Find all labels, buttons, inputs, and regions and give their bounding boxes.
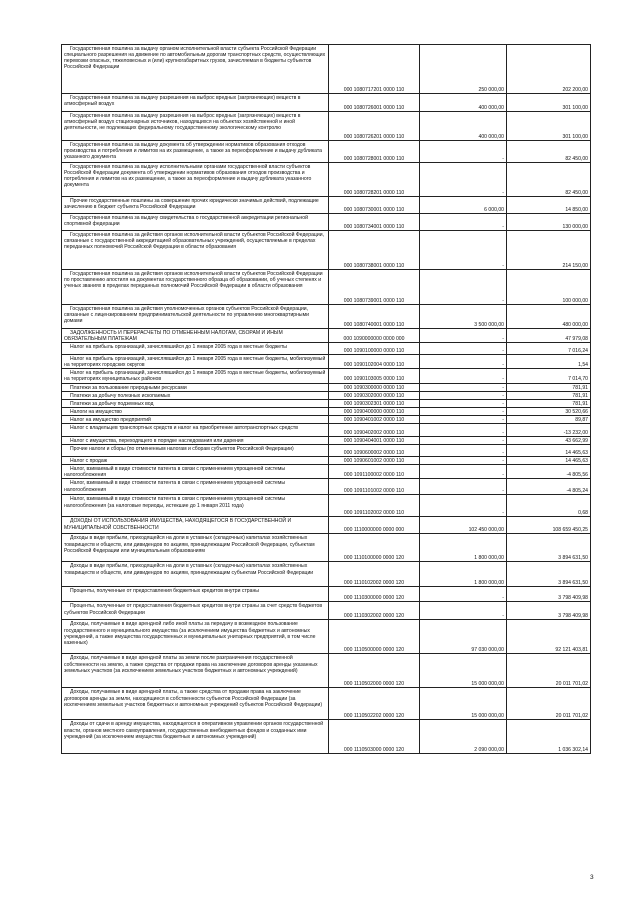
row-code-cell: 000 1110502202 0000 120 — [329, 688, 420, 720]
row-plan-cell: - — [420, 457, 507, 465]
row-name-cell: Доходы от сдачи в аренду имущества, находящегося в оперативном управлении органов государственной власти, органов местного самоуправления, государственных внебюджетных фондов и созданных ими учреждений (за исключением имущества бюджетных и автономных учреждений) — [62, 720, 329, 754]
row-fact-cell: 130 000,00 — [507, 214, 591, 231]
row-name-cell: Налог на прибыль организаций, зачислявшийся до 1 января 2005 года в местные бюджеты, мобилизуемый на территориях городских округов — [62, 355, 329, 369]
row-name-cell: Доходы, получаемые в виде арендной либо иной платы за передачу в возмездное пользование государственного и муниципального имущества (за исключением имущества бюджетных и автономных учреждений, а также имущества государственных и муниципальных унитарных предприятий, в том числе казенных) — [62, 620, 329, 654]
row-code-cell: 000 1090401002 0000 110 — [329, 415, 420, 423]
revenue-table-sheet — [61, 44, 590, 754]
row-name-cell: Доходы, получаемые в виде арендной платы за земли после разграничения государственной собственности на землю, а также средства от продажи права на заключение договоров аренды указанных земельных участков (за исключением земельных участков бюджетных и автономных учреждений) — [62, 654, 329, 688]
row-fact-cell: 100 000,00 — [507, 270, 591, 305]
row-code-cell: 000 1110100000 0000 120 — [329, 534, 420, 562]
row-plan-cell: - — [420, 602, 507, 620]
table-row — [62, 141, 591, 163]
row-fact-cell: 14 465,63 — [507, 445, 591, 457]
row-fact-cell: 7 016,24 — [507, 343, 591, 355]
row-name-cell: Прочие государственные пошлины за совершение прочих юридически значимых действий, подлежащие зачислению в бюджет субъекта Российской Федерации — [62, 197, 329, 214]
row-plan-cell: - — [420, 355, 507, 369]
table-row — [62, 399, 591, 407]
row-name-cell: Доходы, получаемые в виде арендной платы, а также средства от продажи права на заключение договоров аренды за земли, находящиеся в собственности субъектов Российской Федерации (за исключением земельных участков бюджетных и автономных учреждений субъектов Российской Федерации) — [62, 688, 329, 720]
table-row — [62, 343, 591, 355]
row-fact-cell: 214 150,00 — [507, 231, 591, 270]
row-plan-cell: - — [420, 479, 507, 495]
row-code-cell: 000 1090300000 0000 110 — [329, 383, 420, 391]
table-row — [62, 270, 591, 305]
row-code-cell: 000 1091101002 0000 110 — [329, 479, 420, 495]
row-plan-cell: - — [420, 399, 507, 407]
row-name-cell: ДОХОДЫ ОТ ИСПОЛЬЗОВАНИЯ ИМУЩЕСТВА, НАХОДЯЩЕГОСЯ В ГОСУДАРСТВЕННОЙ И МУНИЦИПАЛЬНОЙ СОБСТВЕННОСТИ — [62, 517, 329, 534]
row-plan-cell: 2 090 000,00 — [420, 720, 507, 754]
row-code-cell: 000 1090103005 0000 110 — [329, 369, 420, 383]
row-code-cell: 000 1090302000 0000 110 — [329, 391, 420, 399]
row-plan-cell: 400 000,00 — [420, 112, 507, 141]
row-plan-cell: 15 000 000,00 — [420, 688, 507, 720]
row-code-cell: 000 1110102002 0000 120 — [329, 562, 420, 587]
row-code-cell: 000 1090400000 0000 110 — [329, 407, 420, 415]
row-plan-cell: 102 450 000,00 — [420, 517, 507, 534]
row-fact-cell: 301 100,00 — [507, 112, 591, 141]
row-plan-cell: 3 500 000,00 — [420, 305, 507, 329]
row-code-cell: 000 1080739001 0000 110 — [329, 270, 420, 305]
row-code-cell: 000 1080734001 0000 110 — [329, 214, 420, 231]
row-plan-cell: - — [420, 329, 507, 343]
row-code-cell: 000 1080726001 0000 110 — [329, 94, 420, 112]
table-row — [62, 437, 591, 445]
row-name-cell: Платежи за пользование природными ресурсами — [62, 383, 329, 391]
row-plan-cell: - — [420, 391, 507, 399]
row-code-cell: 000 1080717201 0000 110 — [329, 45, 420, 94]
row-code-cell: 000 1110300000 0000 120 — [329, 587, 420, 602]
row-code-cell: 000 1090100000 0000 110 — [329, 343, 420, 355]
row-name-cell: Налог с владельцев транспортных средств и налог на приобретение автотранспортных средств — [62, 424, 329, 437]
row-plan-cell: - — [420, 270, 507, 305]
row-code-cell: 000 1080728201 0000 110 — [329, 163, 420, 197]
row-fact-cell: 3 894 631,50 — [507, 534, 591, 562]
row-code-cell: 000 1080728001 0000 110 — [329, 141, 420, 163]
row-fact-cell: 202 200,00 — [507, 45, 591, 94]
row-plan-cell: - — [420, 495, 507, 517]
row-fact-cell: 92 121 403,81 — [507, 620, 591, 654]
row-plan-cell: - — [420, 415, 507, 423]
row-code-cell: 000 1090302301 0000 110 — [329, 399, 420, 407]
row-plan-cell: - — [420, 465, 507, 479]
row-name-cell: Налог, взимаемый в виде стоимости патента в связи с применением упрощенной системы налогообложения (за налоговые периоды, истекшие до 1 января 2011 года) — [62, 495, 329, 517]
row-name-cell: Государственная пошлина за действия органов исполнительной власти субъектов Российской Федерации по проставлению апостиля на документах государственного образца об образовании, об ученых степенях и ученых званиях в пределах переданных полномочий Российской Федерации в области образования — [62, 270, 329, 305]
table-row — [62, 231, 591, 270]
table-row — [62, 517, 591, 534]
row-plan-cell: - — [420, 369, 507, 383]
table-row — [62, 495, 591, 517]
table-row — [62, 305, 591, 329]
row-fact-cell: 480 000,00 — [507, 305, 591, 329]
row-plan-cell: 250 000,00 — [420, 45, 507, 94]
row-name-cell: Налог, взимаемый в виде стоимости патента в связи с применением упрощенной системы налогообложения — [62, 465, 329, 479]
row-code-cell: 000 1080740001 0000 110 — [329, 305, 420, 329]
row-name-cell: Платежи за добычу подземных вод — [62, 399, 329, 407]
row-name-cell: Прочие налоги и сборы (по отмененным налогам и сборам субъектов Российской Федерации) — [62, 445, 329, 457]
row-plan-cell: 6 000,00 — [420, 197, 507, 214]
table-row — [62, 197, 591, 214]
row-name-cell: Государственная пошлина за выдачу исполнительными органами государственной власти субъектов Российской Федерации документа об утверждении нормативов образования отходов производства и потребления и лимитов на их размещение, а также за переоформление и выдачу дубликата указанного документа — [62, 163, 329, 197]
revenue-table-body — [62, 45, 591, 754]
row-plan-cell: - — [420, 214, 507, 231]
row-plan-cell: - — [420, 407, 507, 415]
table-row — [62, 445, 591, 457]
row-code-cell: 000 1080730001 0000 110 — [329, 197, 420, 214]
table-row — [62, 355, 591, 369]
row-code-cell: 000 1090000000 0000 000 — [329, 329, 420, 343]
row-plan-cell: - — [420, 163, 507, 197]
row-fact-cell: 3 798 409,98 — [507, 602, 591, 620]
table-row — [62, 688, 591, 720]
row-name-cell: Государственная пошлина за выдачу свидетельства о государственной аккредитации региональной спортивной федерации — [62, 214, 329, 231]
table-row — [62, 479, 591, 495]
row-code-cell: 000 1090102004 0000 110 — [329, 355, 420, 369]
row-fact-cell: 14 850,00 — [507, 197, 591, 214]
table-row — [62, 720, 591, 754]
row-plan-cell: 1 800 000,00 — [420, 534, 507, 562]
row-name-cell: Проценты, полученные от предоставления бюджетных кредитов внутри страны — [62, 587, 329, 602]
row-name-cell: Налог с имущества, переходящего в порядке наследования или дарения — [62, 437, 329, 445]
row-name-cell: Налоги на имущество — [62, 407, 329, 415]
row-plan-cell: - — [420, 445, 507, 457]
row-name-cell: Государственная пошлина за действия органов исполнительной власти субъектов Российской Федерации, связанные с государственной аккредитацией образовательных учреждений, осуществляемые в пределах переданных полномочий Российской Федерации в области образования — [62, 231, 329, 270]
revenue-table — [61, 44, 591, 754]
table-row — [62, 163, 591, 197]
table-row — [62, 654, 591, 688]
table-row — [62, 407, 591, 415]
row-fact-cell: 781,91 — [507, 391, 591, 399]
row-name-cell: Доходы в виде прибыли, приходящейся на доли в уставных (складочных) капиталах хозяйственных товариществ и обществ, или дивидендов по акциям, принадлежащим Российской Федерации, субъектам Российской Федерации или муниципальным образованиям — [62, 534, 329, 562]
row-code-cell: 000 1110502000 0000 120 — [329, 654, 420, 688]
row-name-cell: Налог на прибыль организаций, зачислявшийся до 1 января 2005 года в местные бюджеты — [62, 343, 329, 355]
row-fact-cell: 47 979,08 — [507, 329, 591, 343]
row-plan-cell: - — [420, 141, 507, 163]
row-name-cell: Государственная пошлина за выдачу органом исполнительной власти субъекта Российской Федерации специального разрешения на движение по автомобильным дорогам транспортных средств, осуществляющих перевозки опасных, тяжеловесных и (или) крупногабаритных грузов, зачисляемая в бюджеты субъектов Российской Федерации — [62, 45, 329, 94]
row-plan-cell: - — [420, 424, 507, 437]
row-fact-cell: -13 232,00 — [507, 424, 591, 437]
row-plan-cell: 400 000,00 — [420, 94, 507, 112]
row-fact-cell: -4 805,56 — [507, 465, 591, 479]
row-plan-cell: 1 800 000,00 — [420, 562, 507, 587]
table-row — [62, 424, 591, 437]
table-row — [62, 562, 591, 587]
row-fact-cell: 108 659 450,25 — [507, 517, 591, 534]
row-fact-cell: 20 011 701,02 — [507, 688, 591, 720]
row-code-cell: 000 1080726201 0000 110 — [329, 112, 420, 141]
table-row — [62, 620, 591, 654]
row-code-cell: 000 1110000000 0000 000 — [329, 517, 420, 534]
row-fact-cell: 1,54 — [507, 355, 591, 369]
row-code-cell: 000 1110503000 0000 120 — [329, 720, 420, 754]
row-code-cell: 000 1110500000 0000 120 — [329, 620, 420, 654]
row-fact-cell: 0,68 — [507, 495, 591, 517]
table-row — [62, 602, 591, 620]
row-fact-cell: 14 465,63 — [507, 457, 591, 465]
row-fact-cell: 30 520,66 — [507, 407, 591, 415]
table-row — [62, 112, 591, 141]
table-row — [62, 383, 591, 391]
row-fact-cell: 301 100,00 — [507, 94, 591, 112]
table-row — [62, 465, 591, 479]
row-name-cell: Государственная пошлина за выдачу разрешения на выброс вредных (загрязняющих) веществ в атмосферный воздух — [62, 94, 329, 112]
row-fact-cell: 781,91 — [507, 383, 591, 391]
row-fact-cell: 43 662,99 — [507, 437, 591, 445]
row-code-cell: 000 1090402002 0000 110 — [329, 424, 420, 437]
row-code-cell: 000 1091102002 0000 110 — [329, 495, 420, 517]
row-fact-cell: 89,87 — [507, 415, 591, 423]
page-number: 3 — [590, 874, 594, 881]
row-fact-cell: 3 798 409,98 — [507, 587, 591, 602]
table-row — [62, 415, 591, 423]
row-name-cell: Государственная пошлина за действия уполномоченных органов субъектов Российской Федерации, связанные с лицензированием предпринимательской деятельности по управлению многоквартирными домами — [62, 305, 329, 329]
row-fact-cell: 1 036 302,14 — [507, 720, 591, 754]
row-code-cell: 000 1080738001 0000 110 — [329, 231, 420, 270]
row-plan-cell: - — [420, 587, 507, 602]
table-row — [62, 45, 591, 94]
table-row — [62, 369, 591, 383]
row-fact-cell: -4 805,24 — [507, 479, 591, 495]
table-row — [62, 214, 591, 231]
table-row — [62, 457, 591, 465]
row-code-cell: 000 1110302002 0000 120 — [329, 602, 420, 620]
row-code-cell: 000 1090404001 0000 110 — [329, 437, 420, 445]
row-name-cell: Проценты, полученные от предоставления бюджетных кредитов внутри страны за счет средств бюджетов субъектов Российской Федерации — [62, 602, 329, 620]
row-name-cell: Государственная пошлина за выдачу разрешения на выброс вредных (загрязняющих) веществ в атмосферный воздух стационарных источников, находящихся на объектах хозяйственной и иной деятельности, не подлежащих федеральному государственному экологическому контролю — [62, 112, 329, 141]
row-code-cell: 000 1090600002 0000 110 — [329, 445, 420, 457]
row-fact-cell: 82 450,00 — [507, 163, 591, 197]
row-plan-cell: - — [420, 383, 507, 391]
row-name-cell: Налог, взимаемый в виде стоимости патента в связи с применением упрощенной системы налогообложения — [62, 479, 329, 495]
table-row — [62, 94, 591, 112]
row-fact-cell: 7 014,70 — [507, 369, 591, 383]
row-name-cell: Налог на имущество предприятий — [62, 415, 329, 423]
row-plan-cell: 15 000 000,00 — [420, 654, 507, 688]
row-fact-cell: 781,91 — [507, 399, 591, 407]
table-row — [62, 391, 591, 399]
row-plan-cell: 97 030 000,00 — [420, 620, 507, 654]
table-row — [62, 329, 591, 343]
row-plan-cell: - — [420, 231, 507, 270]
row-plan-cell: - — [420, 437, 507, 445]
row-name-cell: Налог с продаж — [62, 457, 329, 465]
row-code-cell: 000 1091100002 0000 110 — [329, 465, 420, 479]
row-name-cell: Налог на прибыль организаций, зачислявшийся до 1 января 2005 года в местные бюджеты, мобилизуемый на территориях муниципальных районов — [62, 369, 329, 383]
row-fact-cell: 20 011 701,02 — [507, 654, 591, 688]
row-fact-cell: 3 894 631,50 — [507, 562, 591, 587]
row-name-cell: Доходы в виде прибыли, приходящейся на доли в уставных (складочных) капиталах хозяйственных товариществ и обществ, или дивидендов по акциям, принадлежащим субъектам Российской Федерации — [62, 562, 329, 587]
row-code-cell: 000 1090601002 0000 110 — [329, 457, 420, 465]
row-name-cell: ЗАДОЛЖЕННОСТЬ И ПЕРЕРАСЧЕТЫ ПО ОТМЕНЕННЫМ НАЛОГАМ, СБОРАМ И ИНЫМ ОБЯЗАТЕЛЬНЫМ ПЛАТЕЖАМ — [62, 329, 329, 343]
row-fact-cell: 82 450,00 — [507, 141, 591, 163]
table-row — [62, 534, 591, 562]
table-row — [62, 587, 591, 602]
row-name-cell: Государственная пошлина за выдачу документа об утверждении нормативов образования отходов производства и потребления и лимитов на их размещение, а также за переоформление и выдачу дубликата указанного документа — [62, 141, 329, 163]
row-name-cell: Платежи за добычу полезных ископаемых — [62, 391, 329, 399]
row-plan-cell: - — [420, 343, 507, 355]
